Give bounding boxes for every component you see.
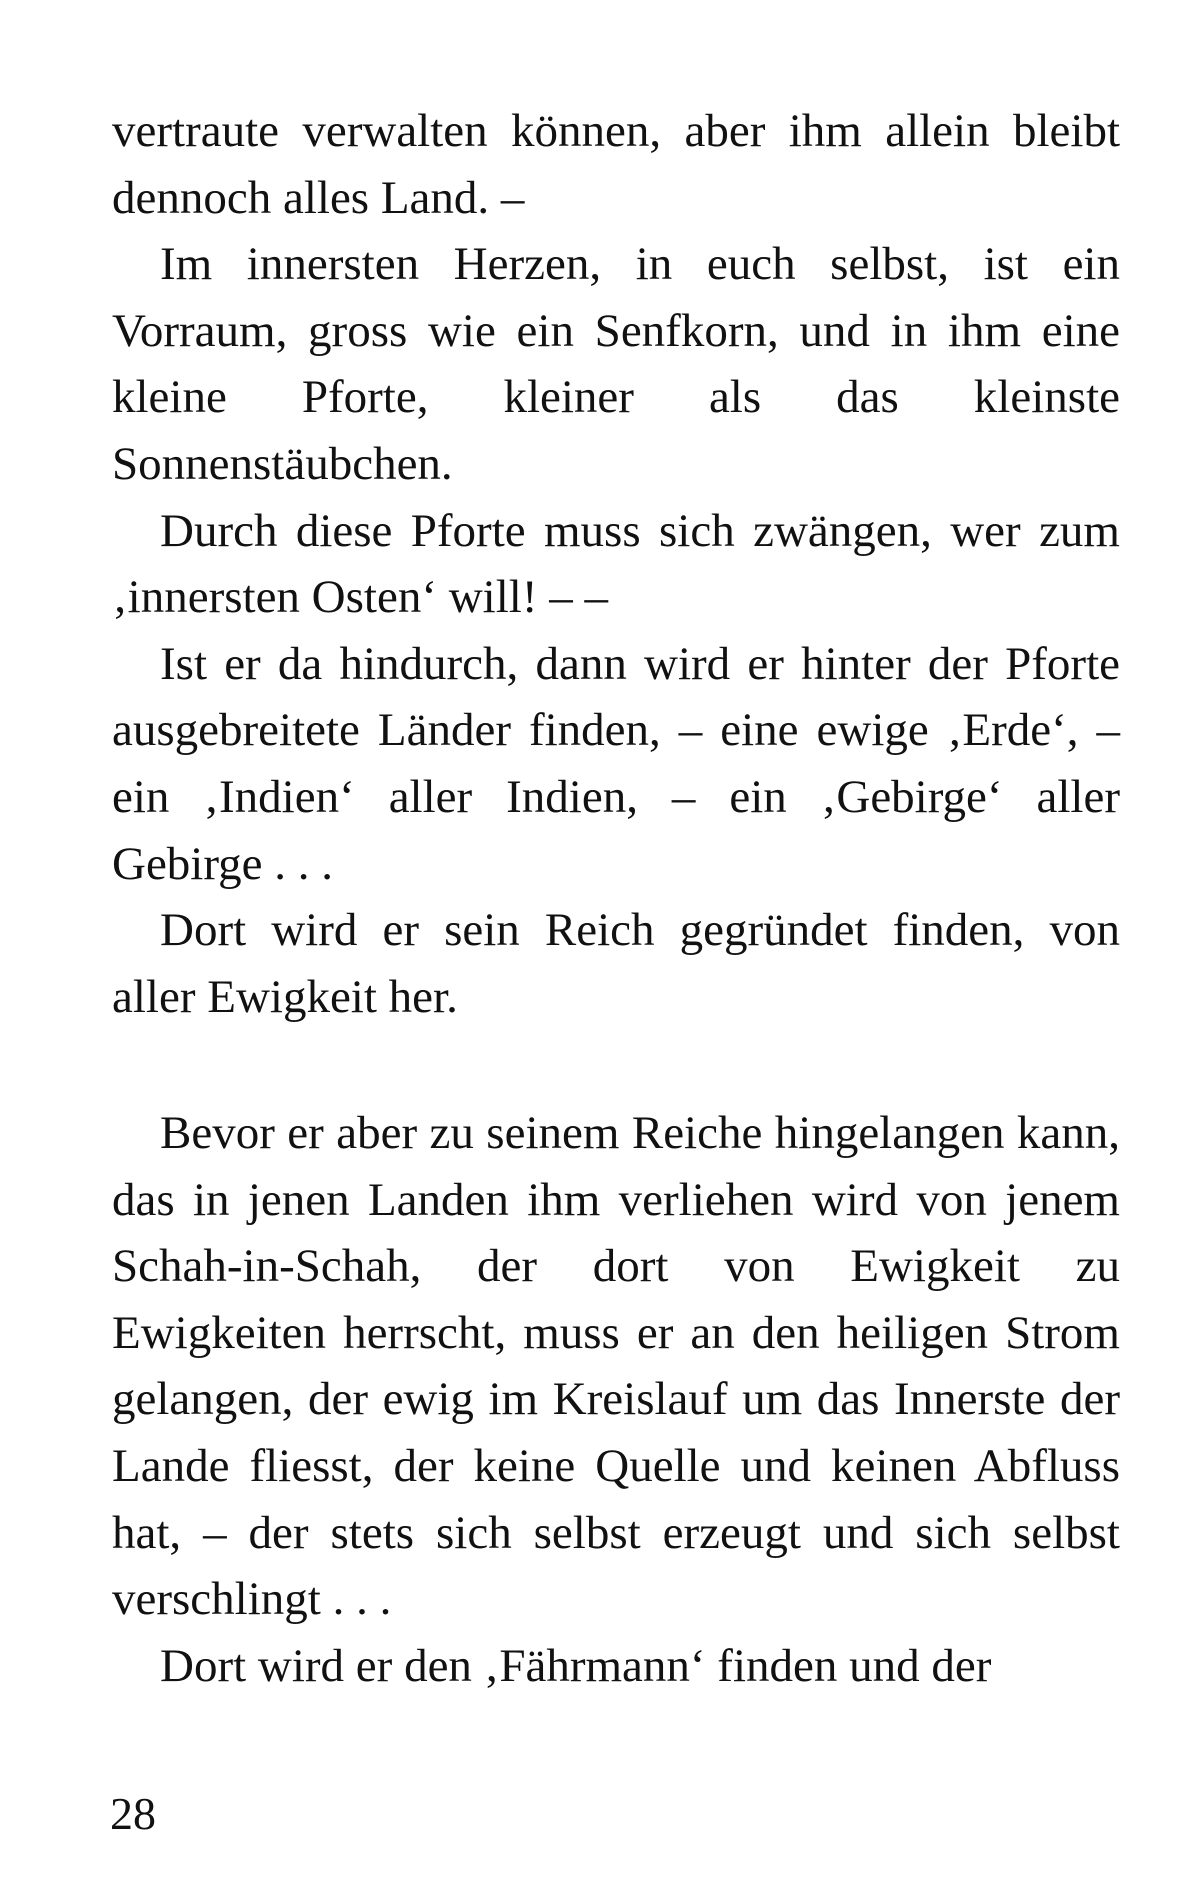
paragraph-7: Dort wird er den ‚Fährmann‘ finden und der <box>160 1639 992 1692</box>
paragraph-4: Ist er da hindurch, dann wird er hinter der Pforte ausgebreitete Länder finden, – eine ewige ‚Erde‘, – ein ‚Indien‘ aller Indien, – ein ‚Gebirge‘ aller Gebirge . . . <box>112 637 1120 890</box>
paragraph-1: vertraute verwalten können, aber ihm allein bleibt dennoch alles Land. – <box>112 105 1120 224</box>
text-section-1 <box>112 98 1120 1030</box>
text-section-2 <box>112 1100 1120 1699</box>
paragraph-6: Bevor er aber zu seinem Reiche hingelangen kann, das in jenen Landen ihm verliehen wird von jenem Schah-in-Schah, der dort von Ewigkeit zu Ewigkeiten herrscht, muss er an den heiligen Strom gelangen, der ewig im Kreislauf um das Innerste der Lande fliesst, der keine Quelle und keinen Abfluss hat, – der stets sich selbst erzeugt und sich selbst verschlingt . . . <box>112 1107 1120 1626</box>
paragraph-3: Durch diese Pforte muss sich zwängen, wer zum ‚innersten Osten‘ will! – – <box>112 504 1120 624</box>
paragraph-5: Dort wird er sein Reich gegründet finden, von aller Ewigkeit her. <box>112 904 1120 1023</box>
paragraph-2: Im innersten Herzen, in euch selbst, ist ein Vorraum, gross wie ein Senfkorn, und in ihm eine kleine Pforte, kleiner als das kleinste Sonnenstäubchen. <box>112 238 1120 490</box>
page-number: 28 <box>110 1788 156 1839</box>
